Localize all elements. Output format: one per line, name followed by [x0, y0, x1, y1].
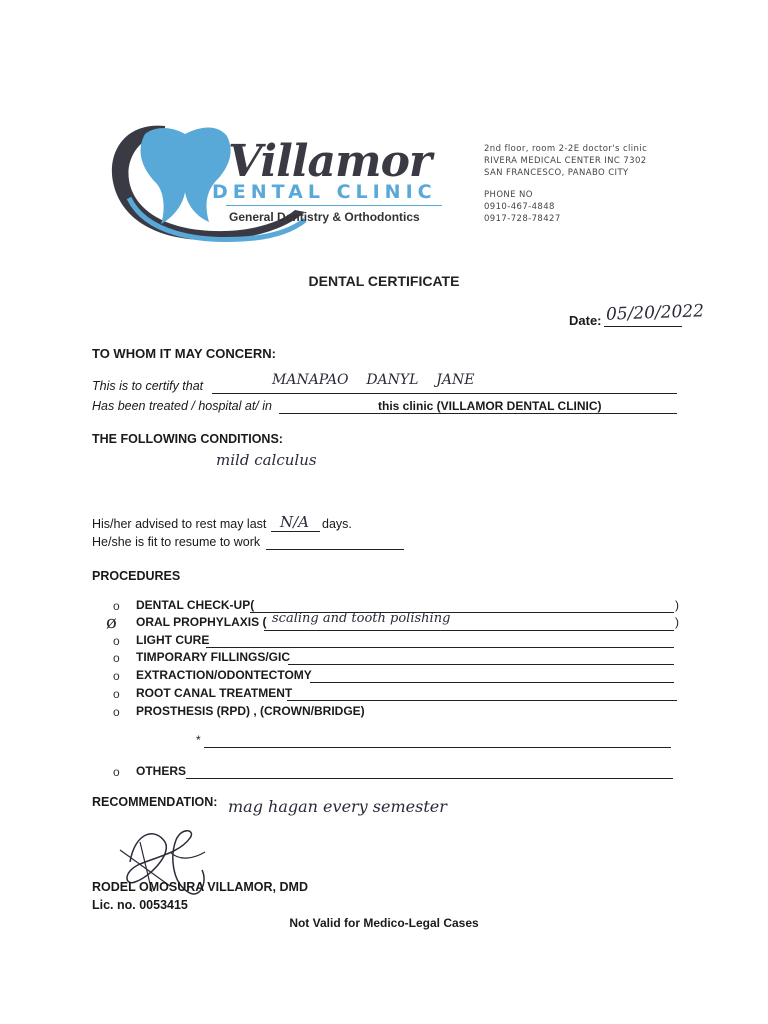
address-line: RIVERA MEDICAL CENTER INC 7302 — [484, 156, 647, 166]
procedure-marker: o — [113, 687, 120, 701]
procedure-label: LIGHT CURE — [136, 633, 210, 647]
asterisk-line — [204, 747, 671, 748]
procedure-marker: o — [113, 669, 120, 683]
rest-label: His/her advised to rest may last — [92, 517, 267, 531]
date-label: Date: — [569, 313, 602, 328]
conditions-value: mild calculus — [216, 451, 317, 469]
certify-label: This is to certify that — [92, 379, 204, 393]
brand-divider — [226, 205, 442, 206]
procedure-label: ROOT CANAL TREATMENT — [136, 686, 293, 700]
phone-number: 0910-467-4848 — [484, 202, 555, 212]
resume-line — [266, 549, 404, 550]
procedure-marker: o — [113, 599, 120, 613]
recommendation-value: mag hagan every semester — [228, 797, 447, 816]
procedure-close: ) — [675, 615, 679, 629]
clinic-tagline: General Dentistry & Orthodontics — [229, 210, 420, 224]
recommendation-label: RECOMMENDATION: — [92, 795, 218, 809]
document-title: DENTAL CERTIFICATE — [308, 273, 460, 289]
procedure-marker: o — [113, 634, 120, 648]
procedure-value: scaling and tooth polishing — [272, 611, 451, 626]
procedure-label: TIMPORARY FILLINGS/GIC — [136, 650, 291, 664]
date-underline — [604, 326, 682, 327]
phone-number: 0917-728-78427 — [484, 214, 561, 224]
procedure-marker: o — [113, 651, 120, 665]
rest-line — [271, 531, 320, 532]
address-line: 2nd floor, room 2-2E doctor's clinic — [484, 144, 648, 154]
footer-note: Not Valid for Medico-Legal Cases — [289, 916, 479, 930]
conditions-label: THE FOLLOWING CONDITIONS: — [92, 432, 283, 446]
procedure-line — [288, 664, 674, 665]
procedure-label: ORAL PROPHYLAXIS ( — [136, 615, 267, 629]
date-value: 05/20/2022 — [605, 301, 705, 325]
others-line — [186, 778, 673, 779]
procedure-line — [264, 630, 674, 631]
clinic-name-sub: DENTAL CLINIC — [212, 181, 437, 203]
procedure-line — [287, 700, 677, 701]
procedure-line — [206, 647, 674, 648]
phone-label: PHONE NO — [484, 190, 533, 200]
resume-label: He/she is fit to resume to work — [92, 535, 261, 549]
license-number: Lic. no. 0053415 — [92, 898, 188, 912]
rest-value: N/A — [280, 513, 310, 531]
others-marker: o — [113, 765, 120, 779]
rest-days-label: days. — [322, 517, 352, 531]
address-line: SAN FRANCESCO, PANABO CITY — [484, 168, 629, 178]
treated-value: this clinic (VILLAMOR DENTAL CLINIC) — [378, 399, 602, 413]
procedure-label: DENTAL CHECK-UP( — [136, 598, 255, 612]
salutation: TO WHOM IT MAY CONCERN: — [92, 346, 276, 361]
procedures-label: PROCEDURES — [92, 569, 181, 583]
treated-label: Has been treated / hospital at/ in — [92, 399, 272, 413]
procedure-marker: o — [113, 705, 120, 719]
clinic-name-script: Villamor — [228, 136, 432, 187]
others-label: OTHERS — [136, 764, 187, 778]
treated-line — [279, 413, 677, 414]
patient-name-line — [212, 393, 677, 394]
procedure-marker-checked: ø — [106, 612, 117, 633]
procedure-close: ) — [675, 598, 679, 612]
procedure-label: EXTRACTION/ODONTECTOMY — [136, 668, 312, 682]
patient-name: MANAPAO DANYL JANE — [272, 372, 475, 388]
procedure-line — [310, 682, 674, 683]
procedure-label: PROSTHESIS (RPD) , (CROWN/BRIDGE) — [136, 704, 365, 718]
clinic-address — [484, 143, 647, 225]
dentist-name: RODEL OMOSURA VILLAMOR, DMD — [92, 880, 308, 894]
asterisk: * — [196, 733, 201, 747]
